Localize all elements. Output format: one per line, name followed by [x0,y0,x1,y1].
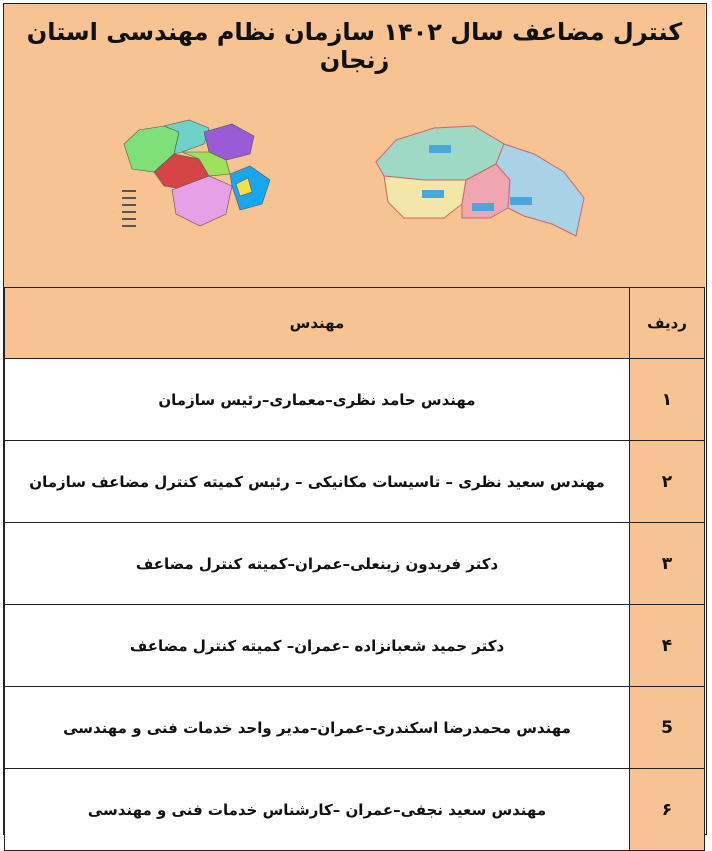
city-map-image [376,126,584,236]
table-row [5,605,705,687]
row-number: ۳ [630,523,705,605]
engineer-name: مهندس سعید نظری – تاسیسات مکانیکی – رئیس کمیته کنترل مضاعف سازمان [5,441,630,523]
row-number: ۲ [630,441,705,523]
table-header-row [5,288,705,359]
table-row [5,441,705,523]
row-number: 5 [630,687,705,769]
row-number: ۴ [630,605,705,687]
engineer-name: مهندس حامد نظری–معماری–رئیس سازمان [5,359,630,441]
province-map-image [122,120,270,227]
row-number-header: ردیف [630,288,705,359]
engineer-header: مهندس [5,288,630,359]
page-title: کنترل مضاعف سال ۱۴۰۲ سازمان نظام مهندسی استان زنجان [26,18,683,74]
row-number: ۱ [630,359,705,441]
table-row [5,769,705,851]
row-number: ۶ [630,769,705,851]
table-row [5,359,705,441]
engineer-name: دکتر حمید شعبانزاده –عمران– کمیته کنترل مضاعف [5,605,630,687]
engineer-name: دکتر فریدون زینعلی–عمران–کمیته کنترل مضاعف [5,523,630,605]
engineers-table [4,287,705,851]
table-row [5,523,705,605]
table-row [5,687,705,769]
header-panel [4,4,705,288]
engineer-name: مهندس سعید نجفی–عمران –کارشناس خدمات فنی و مهندسی [5,769,630,851]
engineer-name: مهندس محمدرضا اسکندری–عمران–مدیر واحد خدمات فنی و مهندسی [5,687,630,769]
document-sheet [3,3,707,835]
